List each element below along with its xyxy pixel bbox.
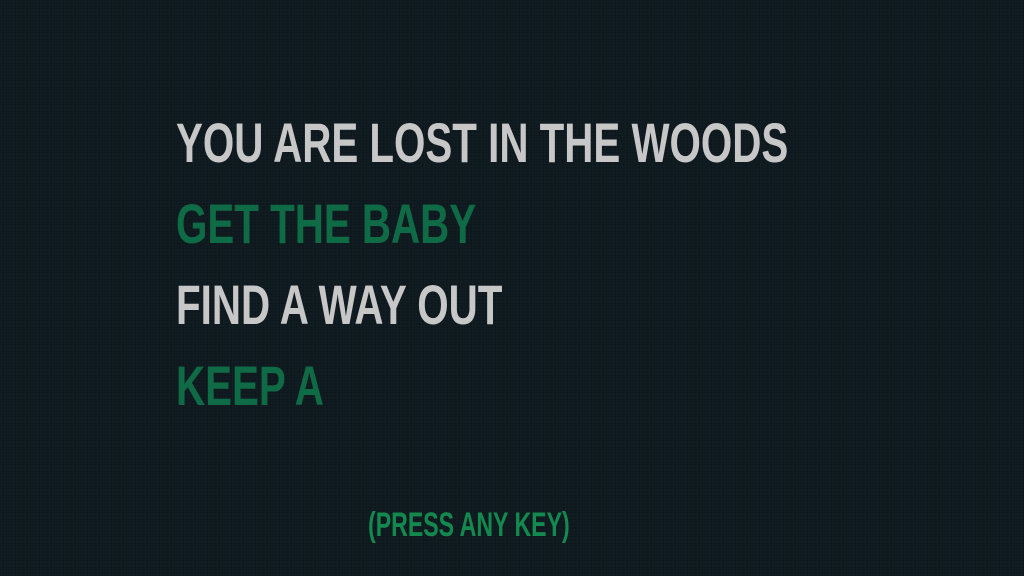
intro-line-find-way-out: FIND A WAY OUT xyxy=(176,273,503,336)
press-any-key-prompt[interactable]: (PRESS ANY KEY) xyxy=(368,506,570,544)
intro-line-get-baby: GET THE BABY xyxy=(176,192,477,255)
intro-line-keep-a: KEEP A xyxy=(176,354,324,417)
intro-line-lost-in-woods: YOU ARE LOST IN THE WOODS xyxy=(176,111,789,174)
